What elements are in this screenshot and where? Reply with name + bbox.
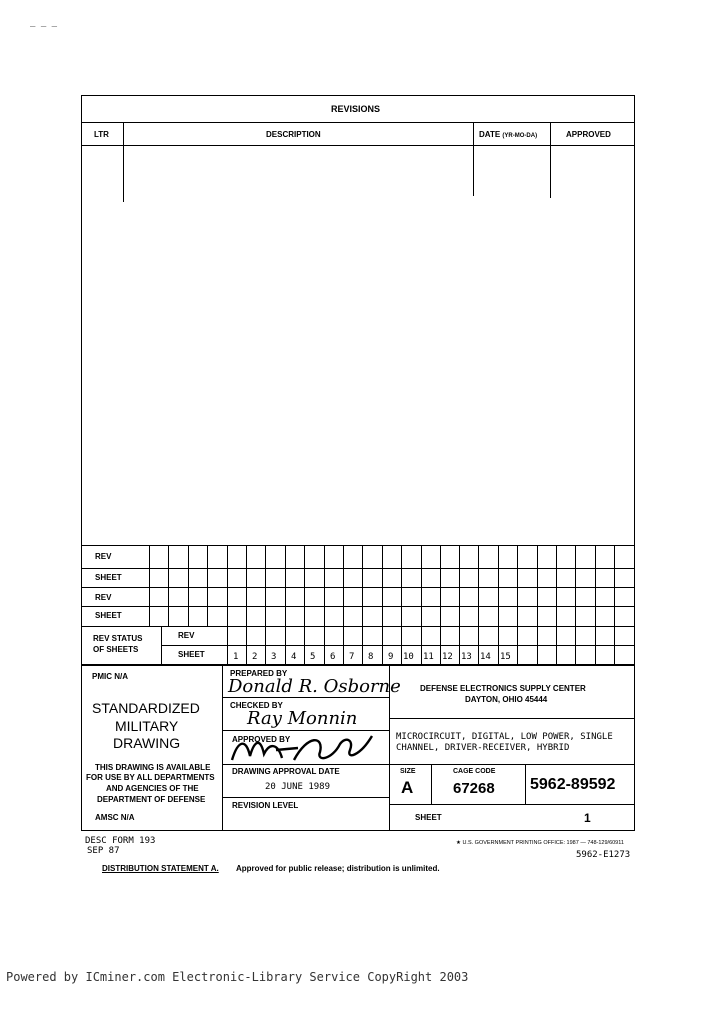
grid-column-line: [382, 626, 383, 665]
grid-column-line: [246, 545, 247, 626]
grid-column-line: [362, 626, 363, 665]
grid-column-line: [265, 626, 266, 665]
grid-column-line: [227, 545, 228, 626]
grid-column-line: [401, 626, 402, 665]
grid-column-line: [401, 545, 402, 626]
divider: [81, 545, 635, 546]
divider: [81, 587, 635, 588]
grid-column-line: [537, 545, 538, 626]
sheet-number: 15: [500, 652, 511, 662]
revision-level-label: REVISION LEVEL: [232, 801, 299, 810]
sheet-number: 1: [233, 652, 239, 662]
title-military: MILITARY: [115, 718, 179, 734]
grid-column-line: [595, 626, 596, 665]
cage-code-label: CAGE CODE: [453, 768, 496, 775]
grid-column-line: [188, 545, 189, 626]
grid-column-line: [207, 545, 208, 626]
prepared-by-label: PREPARED BY: [230, 669, 288, 678]
divider: [222, 697, 389, 698]
divider: [81, 606, 635, 607]
grid-column-line: [595, 545, 596, 626]
form-number: DESC FORM 193: [85, 836, 156, 846]
grid-column-line: [478, 626, 479, 665]
grid-column-line: [556, 626, 557, 665]
divider: [81, 568, 635, 569]
divider: [389, 764, 635, 765]
size-value: A: [401, 778, 414, 797]
col-approved: APPROVED: [566, 130, 611, 139]
divider: [161, 626, 162, 665]
divider: [81, 626, 635, 627]
cage-code-value: 67268: [453, 780, 495, 797]
sheet-label: SHEET: [95, 611, 122, 620]
grid-column-line: [304, 545, 305, 626]
sheet-number: 3: [271, 652, 277, 662]
divider: [431, 764, 432, 804]
divider: [550, 122, 551, 198]
grid-column-line: [575, 545, 576, 626]
divider: [222, 665, 223, 831]
grid-column-line: [343, 545, 344, 626]
sheet-number: 11: [423, 652, 434, 662]
grid-column-line: [362, 545, 363, 626]
divider: [81, 145, 635, 146]
sheet-number: 9: [388, 652, 394, 662]
sheet-number: 6: [330, 652, 336, 662]
checked-signature: Ray Monnin: [247, 708, 358, 729]
grid-column-line: [343, 626, 344, 665]
size-label: SIZE: [400, 768, 416, 775]
availability-line: AND AGENCIES OF THE: [106, 784, 199, 793]
sheet-number: 12: [442, 652, 453, 662]
watermark: Powered by ICminer.com Electronic-Library Service CopyRight 2003: [6, 970, 469, 984]
title-standardized: STANDARDIZED: [92, 700, 200, 716]
divider: [81, 122, 635, 123]
grid-column-line: [517, 545, 518, 626]
agency-name: DEFENSE ELECTRONICS SUPPLY CENTER: [420, 684, 586, 693]
checked-by-label: CHECKED BY: [230, 701, 283, 710]
sheet-label: SHEET: [178, 650, 205, 659]
form-date: SEP 87: [87, 846, 120, 856]
drawing-description: MICROCIRCUIT, DIGITAL, LOW POWER, SINGLE: [396, 732, 613, 742]
grid-column-line: [421, 545, 422, 626]
grid-column-line: [517, 626, 518, 665]
sheet-number: 7: [349, 652, 355, 662]
divider: [473, 122, 474, 196]
col-ltr: LTR: [94, 130, 109, 139]
rev-label: REV: [178, 631, 195, 640]
divider: [222, 797, 389, 798]
grid-column-line: [227, 626, 228, 665]
divider: [389, 804, 635, 805]
divider: [525, 764, 526, 804]
divider: [389, 718, 635, 719]
grid-column-line: [478, 545, 479, 626]
grid-column-line: [575, 626, 576, 665]
agency-address: DAYTON, OHIO 45444: [465, 695, 548, 704]
amsc-label: AMSC N/A: [95, 813, 135, 822]
corner-mark: _ _ _: [30, 18, 58, 28]
gpo-line: ★ U.S. GOVERNMENT PRINTING OFFICE: 1987 — 748-129/60911: [456, 840, 624, 846]
title-drawing: DRAWING: [113, 735, 181, 751]
grid-column-line: [265, 545, 266, 626]
approved-by-label: APPROVED BY: [232, 735, 291, 744]
grid-column-line: [440, 626, 441, 665]
divider: [161, 645, 635, 646]
distribution-label: DISTRIBUTION STATEMENT A.: [102, 864, 219, 873]
availability-line: FOR USE BY ALL DEPARTMENTS: [86, 773, 215, 782]
drawing-description: CHANNEL, DRIVER-RECEIVER, HYBRID: [396, 743, 570, 753]
grid-column-line: [149, 545, 150, 626]
rev-status-label: REV STATUS: [93, 634, 143, 643]
pmic-label: PMIC N/A: [92, 672, 128, 681]
approval-date-label: DRAWING APPROVAL DATE: [232, 767, 340, 776]
grid-column-line: [246, 626, 247, 665]
grid-column-line: [382, 545, 383, 626]
availability-line: THIS DRAWING IS AVAILABLE: [95, 763, 211, 772]
grid-column-line: [324, 626, 325, 665]
col-date: DATE (YR-MO-DA): [479, 130, 538, 139]
grid-column-line: [556, 545, 557, 626]
sheet-number: 2: [252, 652, 258, 662]
sheet-number: 14: [480, 652, 491, 662]
drawing-frame: [81, 95, 635, 665]
divider: [123, 122, 124, 202]
prepared-signature: Donald R. Osborne: [228, 676, 401, 697]
sheet-label: SHEET: [415, 813, 442, 822]
availability-line: DEPARTMENT OF DEFENSE: [97, 795, 206, 804]
grid-column-line: [614, 626, 615, 665]
grid-column-line: [459, 545, 460, 626]
revisions-title: REVISIONS: [331, 104, 381, 114]
sheet-label: SHEET: [95, 573, 122, 582]
form-code: 5962-E1273: [576, 850, 631, 860]
grid-column-line: [440, 545, 441, 626]
sheet-number: 4: [291, 652, 297, 662]
grid-column-line: [285, 545, 286, 626]
rev-label: REV: [95, 593, 112, 602]
of-sheets-label: OF SHEETS: [93, 645, 139, 654]
grid-column-line: [498, 545, 499, 626]
grid-column-line: [614, 545, 615, 626]
grid-column-line: [498, 626, 499, 665]
grid-column-line: [459, 626, 460, 665]
sheet-number: 8: [368, 652, 374, 662]
sheet-number: 5: [310, 652, 316, 662]
grid-column-line: [168, 545, 169, 626]
document-number: 5962-89592: [530, 776, 616, 793]
rev-label: REV: [95, 552, 112, 561]
approval-date: 20 JUNE 1989: [265, 782, 331, 792]
col-description: DESCRIPTION: [266, 130, 321, 139]
sheet-value: 1: [584, 811, 591, 825]
approved-signature: [228, 730, 378, 766]
grid-column-line: [324, 545, 325, 626]
grid-column-line: [421, 626, 422, 665]
grid-column-line: [285, 626, 286, 665]
sheet-number: 13: [461, 652, 472, 662]
grid-column-line: [537, 626, 538, 665]
distribution-text: Approved for public release; distribution is unlimited.: [236, 864, 440, 873]
grid-column-line: [304, 626, 305, 665]
sheet-number: 10: [403, 652, 414, 662]
